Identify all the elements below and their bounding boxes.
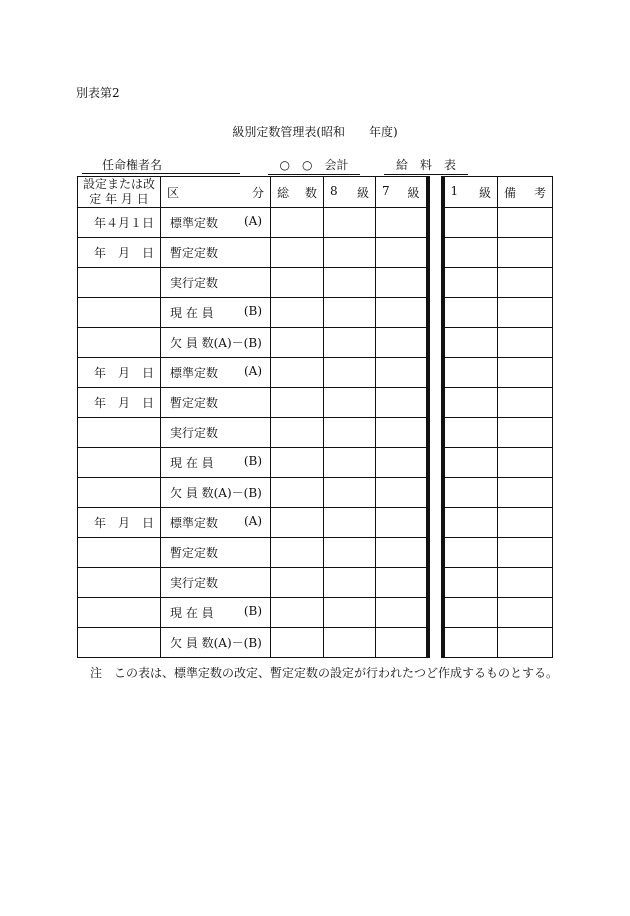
category-mark: (B) <box>243 604 262 618</box>
date-cell <box>78 328 161 358</box>
grade1-cell <box>443 268 498 298</box>
omitted-grades-divider <box>428 268 443 298</box>
category-cell <box>161 628 271 658</box>
omitted-grades-divider <box>428 388 443 418</box>
remarks-cell <box>498 268 553 298</box>
date-cell <box>78 418 161 448</box>
grade8-cell <box>324 628 376 658</box>
table-row <box>78 568 553 598</box>
date-header-line1: 設定または改 <box>82 177 155 191</box>
footnote: 注 この表は、標準定数の改定、暫定定数の設定が行われたつど作成するものとする。 <box>90 666 559 680</box>
grade8-cell <box>324 568 376 598</box>
grade1-cell <box>443 238 498 268</box>
date-header-line2: 定 年 月 日 <box>89 192 149 206</box>
remarks-cell <box>498 238 553 268</box>
total-cell <box>271 478 324 508</box>
date-cell: 年 月 日 <box>78 238 161 268</box>
table-row <box>78 628 553 658</box>
table-row <box>78 388 553 418</box>
grade7-cell <box>376 628 428 658</box>
grade8-cell <box>324 508 376 538</box>
category-mark: (B) <box>243 454 262 468</box>
grade8-cell <box>324 358 376 388</box>
grade7-cell <box>376 448 428 478</box>
total-cell <box>271 208 324 238</box>
category-cell <box>161 388 271 418</box>
remarks-column-header <box>498 177 553 208</box>
date-cell <box>78 298 161 328</box>
table-row <box>78 358 553 388</box>
grade8-cell <box>324 418 376 448</box>
grade1-header-a: 1 <box>450 183 459 198</box>
grade-quota-table <box>77 176 553 658</box>
salary-table-field: 給 料 表 <box>384 158 468 175</box>
total-cell <box>271 448 324 478</box>
grade8-cell <box>324 538 376 568</box>
category-label: 欠 員 数(A)－(B) <box>170 486 262 500</box>
grade8-cell <box>324 298 376 328</box>
category-cell <box>161 418 271 448</box>
omitted-grades-divider <box>428 298 443 328</box>
date-cell: 年 月 日 <box>78 358 161 388</box>
grade8-cell <box>324 448 376 478</box>
table-row <box>78 418 553 448</box>
omitted-grades-divider <box>428 478 443 508</box>
omitted-grades-divider <box>428 208 443 238</box>
grade8-header-b: 級 <box>356 185 369 200</box>
category-header-a: 区 <box>167 185 180 200</box>
remarks-cell <box>498 298 553 328</box>
document-title: 級別定数管理表(昭和 年度) <box>232 125 398 139</box>
remarks-cell <box>498 418 553 448</box>
total-cell <box>271 298 324 328</box>
category-mark: (A) <box>243 364 262 378</box>
grade7-cell <box>376 598 428 628</box>
table-row <box>78 538 553 568</box>
category-label: 欠 員 数(A)－(B) <box>170 336 262 350</box>
category-cell <box>161 598 271 628</box>
grade8-cell <box>324 388 376 418</box>
grade8-cell <box>324 478 376 508</box>
table-row <box>78 508 553 538</box>
grade7-cell <box>376 508 428 538</box>
category-label: 標準定数 <box>170 516 219 530</box>
grade7-header-a: 7 <box>382 183 390 198</box>
appointer-name-field: 任命権者名 <box>82 158 240 174</box>
category-cell <box>161 298 271 328</box>
category-cell <box>161 508 271 538</box>
omitted-grades-divider <box>428 538 443 568</box>
total-cell <box>271 388 324 418</box>
grade1-cell <box>443 628 498 658</box>
remarks-cell <box>498 478 553 508</box>
date-cell <box>78 538 161 568</box>
omitted-grades-divider <box>428 418 443 448</box>
total-cell <box>271 358 324 388</box>
table-row <box>78 328 553 358</box>
appendix-label: 別表第2 <box>76 86 120 100</box>
remarks-cell <box>498 358 553 388</box>
remarks-cell <box>498 388 553 418</box>
grade1-cell <box>443 478 498 508</box>
grade8-cell <box>324 268 376 298</box>
omitted-grades-divider <box>428 177 443 208</box>
table-row <box>78 598 553 628</box>
date-cell <box>78 598 161 628</box>
category-cell <box>161 358 271 388</box>
grade7-cell <box>376 388 428 418</box>
table-row <box>78 268 553 298</box>
grade1-cell <box>443 298 498 328</box>
category-cell <box>161 208 271 238</box>
category-label: 暫定定数 <box>170 396 219 410</box>
category-label: 標準定数 <box>170 216 219 230</box>
table-row <box>78 478 553 508</box>
category-label: 標準定数 <box>170 366 219 380</box>
grade1-cell <box>443 508 498 538</box>
remarks-cell <box>498 328 553 358</box>
category-label: 実行定数 <box>170 426 219 440</box>
grade8-cell <box>324 328 376 358</box>
total-cell <box>271 418 324 448</box>
date-cell <box>78 568 161 598</box>
grade7-column-header <box>376 177 428 208</box>
remarks-header-a: 備 <box>504 185 517 200</box>
category-label: 現 在 員 <box>170 606 214 620</box>
category-cell <box>161 478 271 508</box>
date-column-header <box>78 177 161 208</box>
total-cell <box>271 628 324 658</box>
grade8-header-a: 8 <box>330 183 338 198</box>
remarks-cell <box>498 568 553 598</box>
remarks-cell <box>498 208 553 238</box>
omitted-grades-divider <box>428 448 443 478</box>
grade7-cell <box>376 328 428 358</box>
grade1-column-header <box>443 177 498 208</box>
grade7-header-b: 級 <box>407 185 420 200</box>
remarks-cell <box>498 598 553 628</box>
omitted-grades-divider <box>428 508 443 538</box>
total-header-b: 数 <box>304 185 317 200</box>
account-field: ○ ○ 会計 <box>268 158 360 175</box>
omitted-grades-divider <box>428 598 443 628</box>
category-label: 暫定定数 <box>170 546 219 560</box>
date-cell: 年４月１日 <box>78 208 161 238</box>
grade7-cell <box>376 358 428 388</box>
grade1-cell <box>443 388 498 418</box>
total-cell <box>271 238 324 268</box>
date-cell: 年 月 日 <box>78 508 161 538</box>
category-mark: (B) <box>243 304 262 318</box>
category-mark: (A) <box>243 514 262 528</box>
category-cell <box>161 538 271 568</box>
total-cell <box>271 268 324 298</box>
remarks-cell <box>498 508 553 538</box>
grade8-column-header <box>324 177 376 208</box>
grade1-cell <box>443 538 498 568</box>
category-mark: (A) <box>243 214 262 228</box>
omitted-grades-divider <box>428 358 443 388</box>
grade1-cell <box>443 418 498 448</box>
category-label: 実行定数 <box>170 276 219 290</box>
date-cell <box>78 628 161 658</box>
table-row <box>78 208 553 238</box>
category-label: 現 在 員 <box>170 456 214 470</box>
grade7-cell <box>376 238 428 268</box>
total-cell <box>271 508 324 538</box>
category-label: 暫定定数 <box>170 246 219 260</box>
date-cell <box>78 448 161 478</box>
remarks-cell <box>498 628 553 658</box>
grade7-cell <box>376 268 428 298</box>
date-cell <box>78 478 161 508</box>
grade8-cell <box>324 598 376 628</box>
remarks-cell <box>498 538 553 568</box>
grade7-cell <box>376 538 428 568</box>
category-cell <box>161 268 271 298</box>
total-cell <box>271 538 324 568</box>
category-header-b: 分 <box>251 185 264 200</box>
category-label: 現 在 員 <box>170 306 214 320</box>
category-column-header <box>161 177 271 208</box>
category-label: 欠 員 数(A)－(B) <box>170 636 262 650</box>
grade1-cell <box>443 598 498 628</box>
category-cell <box>161 328 271 358</box>
omitted-grades-divider <box>428 238 443 268</box>
grade7-cell <box>376 478 428 508</box>
category-cell <box>161 568 271 598</box>
date-cell: 年 月 日 <box>78 388 161 418</box>
category-label: 実行定数 <box>170 576 219 590</box>
total-cell <box>271 598 324 628</box>
total-column-header <box>271 177 324 208</box>
table-row <box>78 298 553 328</box>
date-cell <box>78 268 161 298</box>
category-cell <box>161 448 271 478</box>
total-cell <box>271 328 324 358</box>
grade7-cell <box>376 208 428 238</box>
omitted-grades-divider <box>428 628 443 658</box>
grade7-cell <box>376 568 428 598</box>
table-header-row <box>78 177 553 208</box>
omitted-grades-divider <box>428 568 443 598</box>
grade7-cell <box>376 298 428 328</box>
grade1-cell <box>443 208 498 238</box>
grade1-cell <box>443 448 498 478</box>
category-cell <box>161 238 271 268</box>
table-row <box>78 238 553 268</box>
total-cell <box>271 568 324 598</box>
grade7-cell <box>376 418 428 448</box>
grade1-header-b: 級 <box>478 185 491 200</box>
grade1-cell <box>443 568 498 598</box>
grade8-cell <box>324 238 376 268</box>
remarks-header-b: 考 <box>533 185 546 200</box>
table-row <box>78 448 553 478</box>
total-header-a: 総 <box>277 185 290 200</box>
grade1-cell <box>443 328 498 358</box>
grade8-cell <box>324 208 376 238</box>
remarks-cell <box>498 448 553 478</box>
omitted-grades-divider <box>428 328 443 358</box>
grade1-cell <box>443 358 498 388</box>
